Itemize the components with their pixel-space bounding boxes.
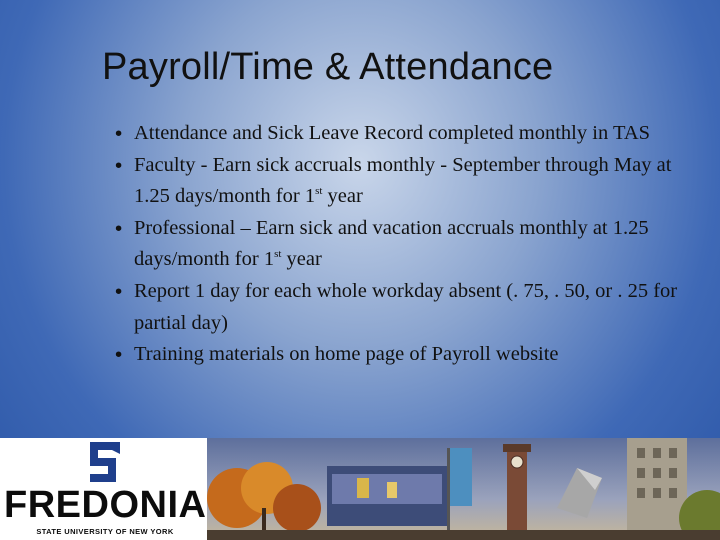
bullet-icon: •	[115, 153, 123, 177]
logo-subtitle: STATE UNIVERSITY OF NEW YORK	[36, 527, 174, 536]
bullet-item	[112, 339, 687, 371]
bullet-text: Report 1 day for each whole workday absent (. 75, . 50, or . 25 for partial day)	[134, 279, 678, 334]
bullet-item	[112, 276, 687, 339]
campus-photo	[207, 438, 720, 540]
campus-photo-icon	[207, 438, 720, 540]
bullet-list	[112, 118, 687, 371]
fredonia-logo-mark-icon	[84, 442, 124, 488]
bullet-item	[112, 213, 687, 276]
bullet-text: Faculty - Earn sick accruals monthly - September through May at 1.25 days/month for 1	[134, 153, 672, 208]
bullet-item	[112, 150, 687, 213]
bullet-icon: •	[115, 279, 123, 303]
slide-title: Payroll/Time & Attendance	[102, 46, 554, 88]
bullet-superscript: st	[274, 248, 282, 261]
bullet-icon: •	[115, 343, 123, 367]
bullet-text: Professional – Earn sick and vacation accruals monthly at 1.25 days/month for 1	[134, 216, 649, 271]
bullet-text: Attendance and Sick Leave Record completed monthly in TAS	[134, 122, 651, 144]
bullet-text-end: year	[281, 248, 322, 271]
fredonia-logo	[0, 438, 207, 540]
bullet-superscript: st	[315, 185, 323, 198]
bullet-text: Training materials on home page of Payroll website	[134, 343, 559, 366]
footer-band	[0, 438, 720, 540]
logo-wordmark: FREDONIA	[4, 484, 207, 526]
bullet-icon: •	[115, 216, 123, 240]
bullet-item	[112, 118, 687, 150]
bullet-icon: •	[115, 122, 123, 145]
bullet-text-end: year	[322, 185, 363, 208]
